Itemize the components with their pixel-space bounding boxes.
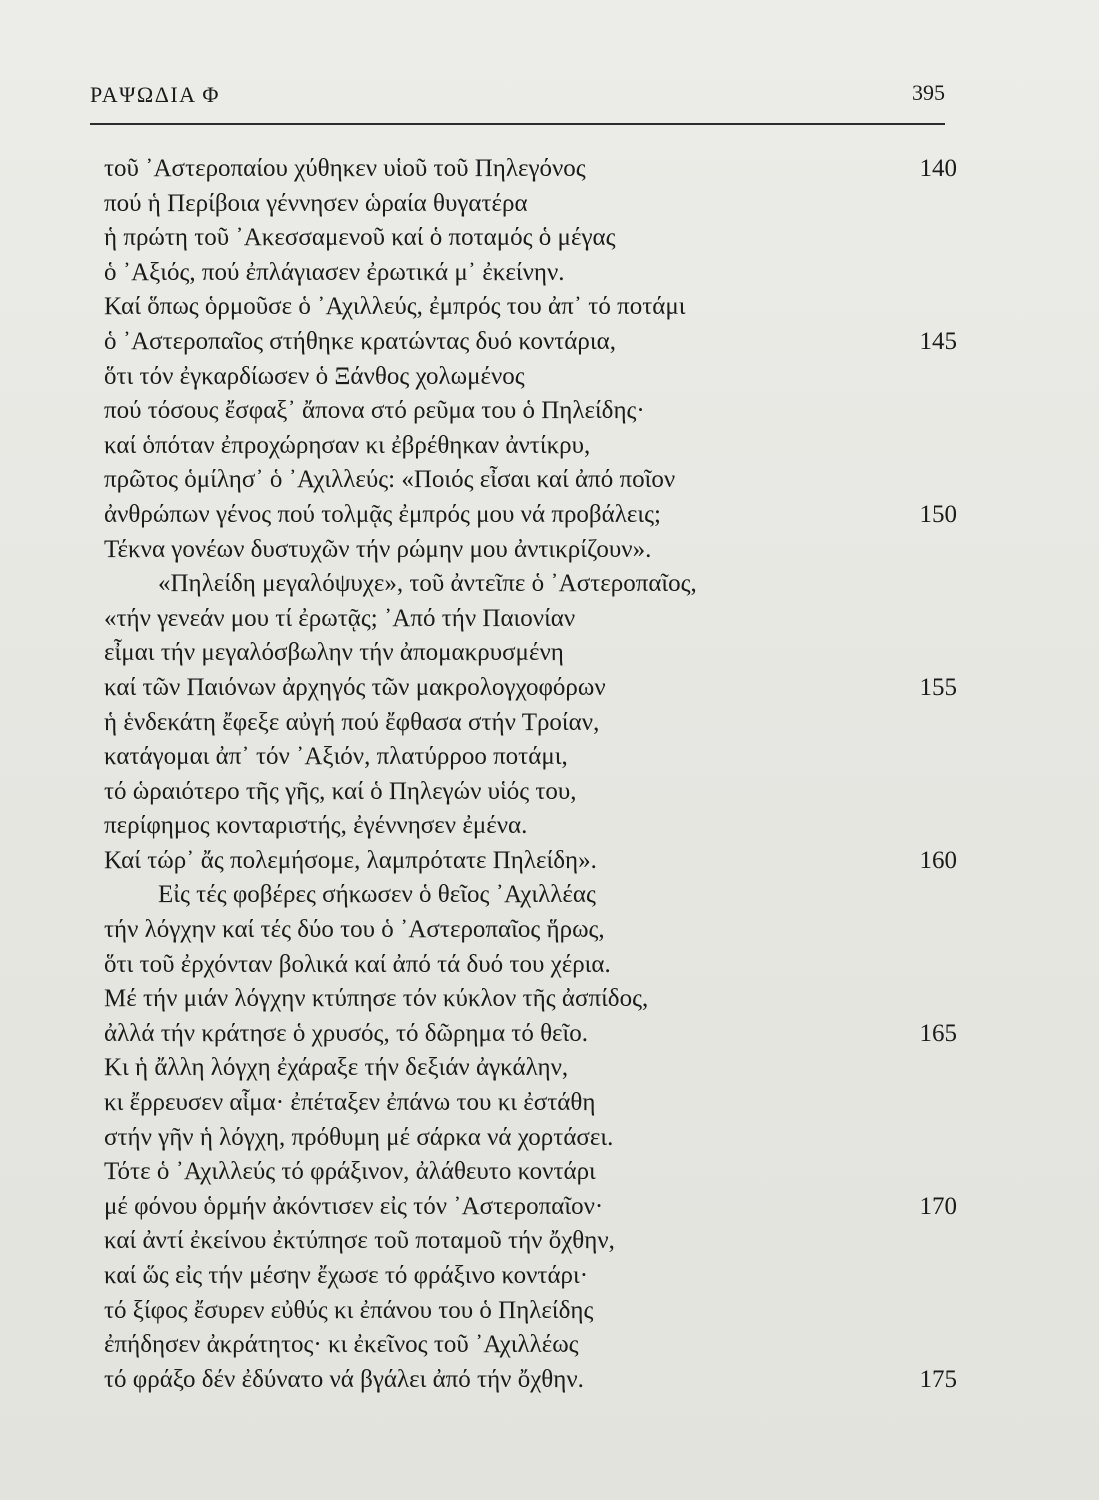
verse-line [0, 152, 1099, 187]
verse-text: «τήν γενεάν μου τί ἐρωτᾷς; ᾿Από τήν Παιονίαν [104, 604, 576, 632]
verse-line [0, 775, 1099, 810]
verse-line [0, 706, 1099, 741]
verse-text: ἡ πρώτη τοῦ ᾿Ακεσσαμενοῦ καί ὁ ποταμός ὁ μέγας [104, 224, 616, 252]
verse-text: τοῦ ᾿Αστεροπαίου χύθηκεν υἱοῦ τοῦ Πηλεγόνος [104, 155, 586, 182]
verse-text: πού ἡ Περίβοια γέννησεν ὡραία θυγατέρα [104, 189, 528, 217]
verse-text: Καί ὅπως ὁρμοῦσε ὁ ᾿Αχιλλεύς, ἐμπρός του ἀπ᾿ τό ποτάμι [104, 293, 686, 321]
verse-line [0, 360, 1099, 395]
verse-text: ὁ ᾿Αξιός, πού ἐπλάγιασεν ἐρωτικά μ᾿ ἐκείνην. [104, 258, 565, 286]
verse-line [0, 256, 1099, 291]
verse-text: ἡ ἑνδεκάτη ἔφεξε αὐγή πού ἔφθασα στήν Τροίαν, [104, 708, 600, 736]
verse-text: ἀλλά τήν κράτησε ὁ χρυσός, τό δῶρημα τό θεῖο. [104, 1019, 589, 1047]
verse-line [0, 221, 1099, 256]
verse-text: καί ὥς εἰς τήν μέσην ἔχωσε τό φράξινο κοντάρι· [104, 1262, 589, 1289]
verse-line [0, 1121, 1099, 1156]
verse-line [0, 1190, 1099, 1225]
verse-text: «Πηλείδη μεγαλόψυχε», τοῦ ἀντεῖπε ὁ ᾿Αστεροπαῖος, [158, 570, 697, 598]
verse-text: τό ὡραιότερο τῆς γῆς, καί ὁ Πηλεγών υἱός του, [104, 777, 577, 805]
verse-text: τήν λόγχην καί τές δύο του ὁ ᾿Αστεροπαῖος ἥρως, [104, 916, 605, 944]
verse-text: Μέ τήν μιάν λόγχην κτύπησε τόν κύκλον τῆς ἀσπίδος, [104, 985, 649, 1013]
line-number: 150 [919, 500, 957, 528]
verse-text: καί τῶν Παιόνων ἀρχηγός τῶν μακρολογχοφόρων [104, 673, 606, 701]
verse-text: ὅτι τοῦ ἐρχόνταν βολικά καί ἀπό τά δυό του χέρια. [104, 950, 611, 978]
verse-line [0, 498, 1099, 533]
line-number: 140 [919, 155, 957, 182]
verse-line [0, 290, 1099, 325]
page-number: 395 [912, 80, 945, 105]
line-number: 170 [919, 1192, 957, 1220]
verse-line [0, 878, 1099, 913]
verse-text: καί ἀντί ἐκείνου ἐκτύπησε τοῦ ποταμοῦ τήν ὄχθην, [104, 1227, 615, 1255]
verse-line [0, 1224, 1099, 1259]
verse-line [0, 844, 1099, 879]
verse-line [0, 602, 1099, 637]
verse-text: μέ φόνου ὁρμήν ἀκόντισεν εἰς τόν ᾿Αστεροπαῖον· [104, 1192, 604, 1220]
verse-line [0, 636, 1099, 671]
verse-text: περίφημος κονταριστής, ἐγέννησεν ἐμένα. [104, 812, 528, 840]
line-number: 160 [919, 846, 957, 874]
verse-line [0, 671, 1099, 706]
verse-line [0, 1155, 1099, 1190]
verse-line [0, 463, 1099, 498]
verse-line [0, 394, 1099, 429]
verse-text: Καί τώρ᾿ ἄς πολεμήσομε, λαμπρότατε Πηλείδη». [104, 846, 597, 874]
verse-text: Τέκνα γονέων δυστυχῶν τήν ρώμην μου ἀντικρίζουν». [104, 535, 652, 563]
running-head: ΡΑΨΩΔΙΑ Φ [90, 82, 220, 107]
verse-text: Τότε ὁ ᾿Αχιλλεύς τό φράξινον, ἀλάθευτο κοντάρι [104, 1158, 596, 1186]
verse-text: καί ὁπόταν ἐπροχώρησαν κι ἐβρέθηκαν ἀντίκρυ, [104, 431, 591, 459]
verse-line [0, 325, 1099, 360]
verse-line [0, 567, 1099, 602]
verse-text: τό φράξο δέν ἐδύνατο νά βγάλει ἀπό τήν ὄχθην. [104, 1365, 584, 1393]
verse-line [0, 1051, 1099, 1086]
verse-text: πού τόσους ἔσφαξ᾿ ἄπονα στό ρεῦμα του ὁ Πηλείδης· [104, 397, 645, 425]
line-number: 175 [919, 1365, 957, 1393]
verse-text: ἀνθρώπων γένος πού τολμᾷς ἐμπρός μου νά προβάλεις; [104, 500, 661, 528]
verse-text: στήν γῆν ἡ λόγχη, πρόθυμη μέ σάρκα νά χορτάσει. [104, 1123, 614, 1151]
line-number: 145 [919, 327, 957, 355]
verse-text: πρῶτος ὁμίλησ᾿ ὁ ᾿Αχιλλεύς: «Ποιός εἶσαι καί ἀπό ποῖον [104, 466, 676, 494]
verse-line [0, 948, 1099, 983]
verse-text: κατάγομαι ἀπ᾿ τόν ᾿Αξιόν, πλατύρροο ποτάμι, [104, 743, 568, 771]
header-rule [90, 123, 945, 125]
verse-line [0, 913, 1099, 948]
verse-line [0, 1363, 1099, 1398]
verse-text: κι ἔρρευσεν αἷμα· ἐπέταξεν ἐπάνω του κι ἐστάθη [104, 1089, 596, 1117]
verse-text: Κι ἡ ἄλλη λόγχη ἐχάραξε τήν δεξιάν ἀγκάλην, [104, 1054, 569, 1082]
verse-line [0, 429, 1099, 464]
verse-line [0, 982, 1099, 1017]
verse-text: Εἰς τές φοβέρες σήκωσεν ὁ θεῖος ᾿Αχιλλέας [158, 881, 596, 909]
line-number: 165 [919, 1019, 957, 1047]
verse-text: τό ξίφος ἔσυρεν εὐθύς κι ἐπάνου του ὁ Πηλείδης [104, 1296, 594, 1324]
verse-line [0, 1294, 1099, 1329]
verse-block [0, 152, 1099, 1397]
verse-line [0, 1086, 1099, 1121]
verse-text: εἶμαι τήν μεγαλόσβωλην τήν ἀπομακρυσμένη [104, 639, 564, 667]
verse-text: ὁ ᾿Αστεροπαῖος στήθηκε κρατώντας δυό κοντάρια, [104, 327, 616, 355]
verse-line [0, 740, 1099, 775]
verse-line [0, 809, 1099, 844]
verse-text: ἐπήδησεν ἀκράτητος· κι ἐκεῖνος τοῦ ᾿Αχιλλέως [104, 1331, 579, 1359]
verse-line [0, 533, 1099, 568]
line-number: 155 [919, 673, 957, 701]
verse-line [0, 1259, 1099, 1294]
verse-line [0, 187, 1099, 222]
verse-line [0, 1017, 1099, 1052]
verse-line [0, 1328, 1099, 1363]
verse-text: ὅτι τόν ἐγκαρδίωσεν ὁ Ξάνθος χολωμένος [104, 362, 525, 390]
